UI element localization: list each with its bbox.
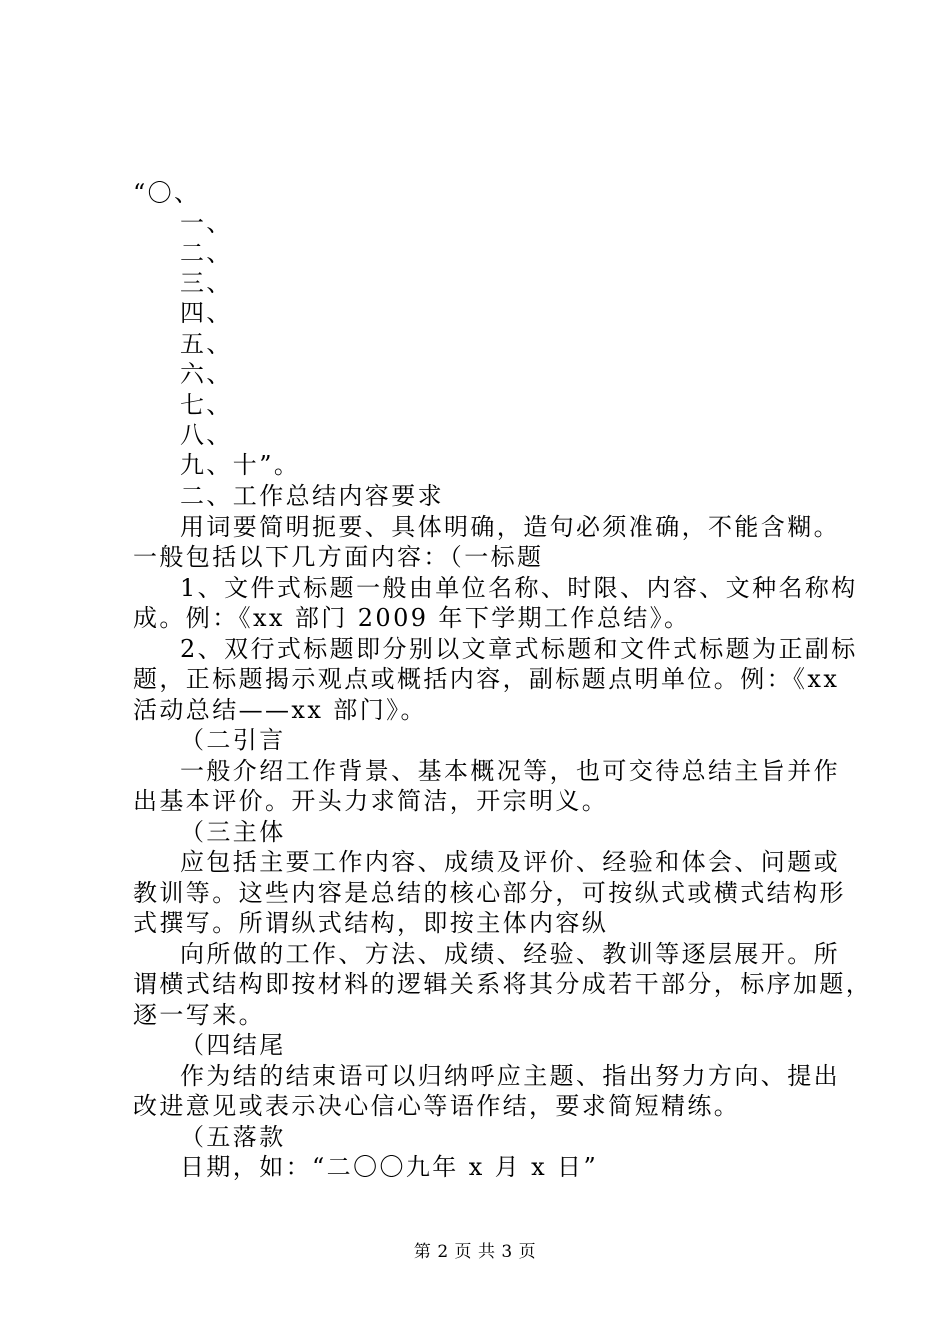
list-marker-line: 四、 — [180, 299, 233, 327]
list-marker-line: 六、 — [180, 360, 233, 388]
subsection-heading: （五落款 — [180, 1123, 286, 1151]
paragraph-line: 出基本评价。开头力求简洁，开宗明义。 — [133, 787, 609, 815]
list-marker-line: 一、 — [180, 209, 233, 237]
paragraph-line: 向所做的工作、方法、成绩、经验、教训等逐层展开。所 — [180, 940, 840, 968]
list-marker-line: 八、 — [180, 421, 233, 449]
list-marker-line: “〇、 — [133, 179, 201, 207]
page-footer — [0, 1241, 950, 1263]
subsection-heading: （四结尾 — [180, 1031, 286, 1059]
paragraph-line: 2、双行式标题即分别以文章式标题和文件式标题为正副标 — [180, 635, 858, 663]
paragraph-line: 改进意见或表示决心信心等语作结，要求简短精练。 — [133, 1092, 741, 1120]
subsection-heading: （三主体 — [180, 818, 286, 846]
paragraph-line: 用词要简明扼要、具体明确，造句必须准确，不能含糊。 — [180, 513, 840, 541]
list-marker-line: 二、 — [180, 239, 233, 267]
section-heading: 二、工作总结内容要求 — [180, 482, 444, 510]
paragraph-line: 日期，如：“二〇〇九年 x 月 x 日” — [180, 1153, 599, 1181]
page-number: 第 2 页 共 3 页 — [413, 1242, 537, 1262]
list-marker-line: 七、 — [180, 391, 233, 419]
paragraph-line: 题，正标题揭示观点或概括内容，副标题点明单位。例：《xx — [133, 665, 840, 693]
paragraph-line: 教训等。这些内容是总结的核心部分，可按纵式或横式结构形 — [133, 879, 846, 907]
paragraph-line: 逐一写来。 — [133, 1001, 265, 1029]
paragraph-line: 谓横式结构即按材料的逻辑关系将其分成若干部分，标序加题， — [133, 970, 873, 998]
list-marker-line: 三、 — [180, 269, 233, 297]
paragraph-line: 一般介绍工作背景、基本概况等，也可交待总结主旨并作 — [180, 757, 840, 785]
paragraph-line: 成。例：《xx 部门 2009 年下学期工作总结》。 — [133, 604, 691, 632]
list-marker-line: 五、 — [180, 330, 233, 358]
paragraph-line: 一般包括以下几方面内容：（一标题 — [133, 543, 544, 571]
paragraph-line: 作为结的结束语可以归纳呼应主题、指出努力方向、提出 — [180, 1062, 840, 1090]
list-marker-line: 九、十”。 — [180, 451, 301, 479]
subsection-heading: （二引言 — [180, 726, 286, 754]
paragraph-line: 式撰写。所谓纵式结构，即按主体内容纵 — [133, 909, 609, 937]
paragraph-line: 1、文件式标题一般由单位名称、时限、内容、文种名称构 — [180, 574, 858, 602]
paragraph-line: 活动总结——xx 部门》。 — [133, 696, 427, 724]
paragraph-line: 应包括主要工作内容、成绩及评价、经验和体会、问题或 — [180, 848, 840, 876]
